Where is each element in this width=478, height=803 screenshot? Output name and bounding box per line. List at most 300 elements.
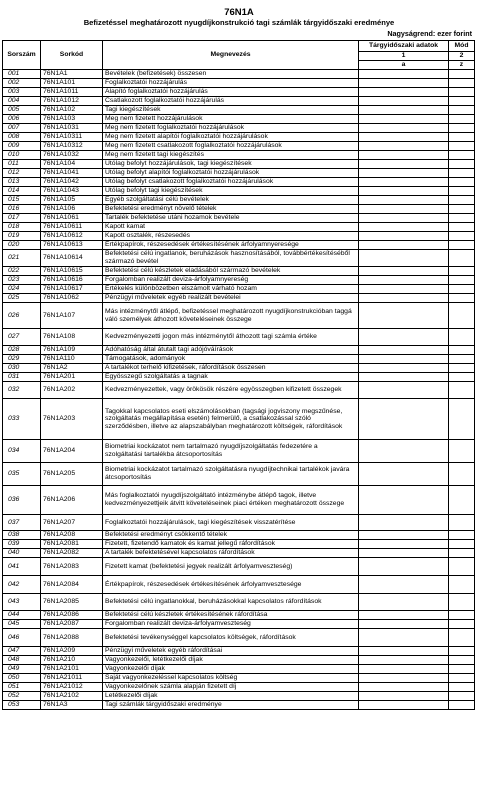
row-sorszam: 006	[3, 115, 41, 124]
row-sorszam: 046	[3, 629, 41, 647]
row-mod-cell	[449, 515, 475, 531]
table-row	[3, 205, 475, 214]
row-value-cell	[359, 187, 449, 196]
row-mod-cell	[449, 79, 475, 88]
row-sorszam: 048	[3, 656, 41, 665]
row-mod-cell	[449, 692, 475, 701]
row-mod-cell	[449, 106, 475, 115]
table-row	[3, 70, 475, 79]
row-sorkod: 76N1A2086	[41, 611, 103, 620]
row-mod-cell	[449, 214, 475, 223]
row-value-cell	[359, 647, 449, 656]
table-row	[3, 106, 475, 115]
table-row	[3, 382, 475, 399]
table-row	[3, 294, 475, 303]
row-megnevezes: Biometriai kockázatot tartalmazó szolgáltatásra nyugdíjtechnikai tartalékok javára átcsoportosítás	[103, 463, 359, 486]
row-sorszam: 040	[3, 549, 41, 558]
row-megnevezes: A tartalékot terhelő kifizetések, ráfordítások összesen	[103, 364, 359, 373]
row-megnevezes: Befektetési célú ingatlanokkal, beruházásokkal kapcsolatos ráfordítások	[103, 594, 359, 611]
row-value-cell	[359, 486, 449, 515]
row-megnevezes: Pénzügyi műveletek egyéb realizált bevételei	[103, 294, 359, 303]
row-sorkod: 76N1A10613	[41, 241, 103, 250]
row-mod-cell	[449, 205, 475, 214]
row-sorkod: 76N1A107	[41, 303, 103, 329]
row-value-cell	[359, 540, 449, 549]
row-sorszam: 025	[3, 294, 41, 303]
row-sorkod: 76N1A109	[41, 346, 103, 355]
row-sorkod: 76N1A2101	[41, 665, 103, 674]
row-mod-cell	[449, 355, 475, 364]
row-sorszam: 036	[3, 486, 41, 515]
row-megnevezes: Befektetési célú készletek eladásából származó bevételek	[103, 267, 359, 276]
row-value-cell	[359, 531, 449, 540]
row-value-cell	[359, 558, 449, 576]
row-mod-cell	[449, 701, 475, 710]
row-value-cell	[359, 440, 449, 463]
row-mod-cell	[449, 373, 475, 382]
row-mod-cell	[449, 285, 475, 294]
row-megnevezes: Értékpapírok, részesedések értékesítésének árfolyamvesztesége	[103, 576, 359, 594]
header-sorszam: Sorszám	[3, 41, 41, 70]
table-row	[3, 665, 475, 674]
row-sorszam: 022	[3, 267, 41, 276]
row-sorszam: 010	[3, 151, 41, 160]
table-row	[3, 329, 475, 346]
header-sorkod: Sorkód	[41, 41, 103, 70]
row-mod-cell	[449, 250, 475, 267]
row-sorkod: 76N1A106	[41, 205, 103, 214]
row-mod-cell	[449, 151, 475, 160]
row-mod-cell	[449, 399, 475, 440]
table-row	[3, 223, 475, 232]
row-value-cell	[359, 692, 449, 701]
row-value-cell	[359, 373, 449, 382]
row-megnevezes: Letétkezelői díjak	[103, 692, 359, 701]
row-mod-cell	[449, 382, 475, 399]
row-mod-cell	[449, 486, 475, 515]
row-mod-cell	[449, 133, 475, 142]
row-megnevezes: Alapító foglalkoztatói hozzájárulás	[103, 88, 359, 97]
row-sorszam: 042	[3, 576, 41, 594]
row-value-cell	[359, 364, 449, 373]
row-sorkod: 76N1A205	[41, 463, 103, 486]
row-mod-cell	[449, 558, 475, 576]
row-value-cell	[359, 267, 449, 276]
table-row	[3, 620, 475, 629]
row-mod-cell	[449, 267, 475, 276]
row-sorkod: 76N1A1043	[41, 187, 103, 196]
row-value-cell	[359, 382, 449, 399]
row-mod-cell	[449, 576, 475, 594]
row-mod-cell	[449, 294, 475, 303]
row-sorszam: 047	[3, 647, 41, 656]
row-value-cell	[359, 276, 449, 285]
table-row	[3, 160, 475, 169]
row-mod-cell	[449, 88, 475, 97]
row-value-cell	[359, 79, 449, 88]
row-sorkod: 76N1A2102	[41, 692, 103, 701]
row-sorkod: 76N1A2	[41, 364, 103, 373]
row-mod-cell	[449, 683, 475, 692]
row-megnevezes: Befektetési eredményt csökkentő tételek	[103, 531, 359, 540]
row-value-cell	[359, 88, 449, 97]
table-row	[3, 276, 475, 285]
row-mod-cell	[449, 115, 475, 124]
row-sorszam: 038	[3, 531, 41, 540]
row-megnevezes: Biometriai kockázatot nem tartalmazó nyugdíjszolgáltatás fedezetére a szolgáltatási tartalékba átcsoportosítás	[103, 440, 359, 463]
row-value-cell	[359, 196, 449, 205]
row-value-cell	[359, 620, 449, 629]
row-mod-cell	[449, 346, 475, 355]
row-megnevezes: Foglalkoztatói hozzájárulások, tagi kiegészítések visszatérítése	[103, 515, 359, 531]
row-value-cell	[359, 214, 449, 223]
row-sorkod: 76N1A103	[41, 115, 103, 124]
row-sorszam: 007	[3, 124, 41, 133]
table-row	[3, 531, 475, 540]
header-targyidoszaki: Tárgyidőszaki adatok	[359, 41, 449, 52]
table-row	[3, 232, 475, 241]
row-megnevezes: Saját vagyonkezeléssel kapcsolatos költség	[103, 674, 359, 683]
row-value-cell	[359, 303, 449, 329]
table-row	[3, 214, 475, 223]
row-sorszam: 031	[3, 373, 41, 382]
row-sorszam: 030	[3, 364, 41, 373]
row-value-cell	[359, 124, 449, 133]
row-sorkod: 76N1A2087	[41, 620, 103, 629]
row-value-cell	[359, 683, 449, 692]
table-row	[3, 576, 475, 594]
table-row	[3, 346, 475, 355]
table-row	[3, 594, 475, 611]
row-value-cell	[359, 515, 449, 531]
table-row	[3, 656, 475, 665]
row-sorkod: 76N1A1061	[41, 214, 103, 223]
row-value-cell	[359, 629, 449, 647]
row-megnevezes: Befektetési tevékenységgel kapcsolatos költségek, ráfordítások	[103, 629, 359, 647]
row-sorkod: 76N1A201	[41, 373, 103, 382]
row-value-cell	[359, 329, 449, 346]
row-value-cell	[359, 160, 449, 169]
row-megnevezes: Tartalék befektetése utáni hozamok bevétele	[103, 214, 359, 223]
table-row	[3, 178, 475, 187]
row-sorszam: 008	[3, 133, 41, 142]
row-sorszam: 003	[3, 88, 41, 97]
table-row	[3, 187, 475, 196]
header-col-letter-z: z	[449, 61, 475, 70]
table-row	[3, 303, 475, 329]
row-megnevezes: Értékpapírok, részesedések értékesítésének árfolyamnyeresége	[103, 241, 359, 250]
row-mod-cell	[449, 540, 475, 549]
row-megnevezes: Meg nem fizetett alapítói foglalkoztatói hozzájárulások	[103, 133, 359, 142]
row-sorkod: 76N1A204	[41, 440, 103, 463]
row-sorszam: 029	[3, 355, 41, 364]
row-sorkod: 76N1A209	[41, 647, 103, 656]
row-sorszam: 012	[3, 169, 41, 178]
row-sorszam: 020	[3, 241, 41, 250]
header-mod: Mód	[449, 41, 475, 52]
row-value-cell	[359, 355, 449, 364]
table-row	[3, 558, 475, 576]
row-megnevezes: Meg nem fizetett hozzájárulások	[103, 115, 359, 124]
row-mod-cell	[449, 241, 475, 250]
row-sorkod: 76N1A10617	[41, 285, 103, 294]
header-col-number-1: 1	[359, 52, 449, 61]
row-sorszam: 050	[3, 674, 41, 683]
row-sorkod: 76N1A10612	[41, 232, 103, 241]
row-value-cell	[359, 169, 449, 178]
row-value-cell	[359, 97, 449, 106]
row-sorszam: 045	[3, 620, 41, 629]
row-value-cell	[359, 151, 449, 160]
row-megnevezes: Bevételek (befizetések) összesen	[103, 70, 359, 79]
table-row	[3, 133, 475, 142]
row-megnevezes: Egyéb szolgáltatási célú bevételek	[103, 196, 359, 205]
row-value-cell	[359, 399, 449, 440]
row-sorszam: 049	[3, 665, 41, 674]
row-megnevezes: Más intézménytől átlépő, befizetéssel meghatározott nyugdíjkonstrukcióban taggá váló személyek áthozott követeléseinek összege	[103, 303, 359, 329]
row-megnevezes: Fizetett, fizetendő kamatok és kamat jellegű ráfordítások	[103, 540, 359, 549]
row-mod-cell	[449, 124, 475, 133]
row-value-cell	[359, 665, 449, 674]
row-mod-cell	[449, 70, 475, 79]
row-sorkod: 76N1A1041	[41, 169, 103, 178]
row-value-cell	[359, 701, 449, 710]
table-row	[3, 611, 475, 620]
row-mod-cell	[449, 364, 475, 373]
row-mod-cell	[449, 620, 475, 629]
row-sorszam: 033	[3, 399, 41, 440]
row-sorszam: 043	[3, 594, 41, 611]
report-code: 76N1A	[224, 7, 254, 18]
row-sorkod: 76N1A1012	[41, 97, 103, 106]
table-row	[3, 373, 475, 382]
row-sorkod: 76N1A2088	[41, 629, 103, 647]
row-megnevezes: Befektetési eredményt növelő tételek	[103, 205, 359, 214]
row-sorszam: 039	[3, 540, 41, 549]
row-mod-cell	[449, 440, 475, 463]
table-row	[3, 674, 475, 683]
row-sorkod: 76N1A1	[41, 70, 103, 79]
row-value-cell	[359, 115, 449, 124]
row-value-cell	[359, 142, 449, 151]
row-megnevezes: Más foglalkoztatói nyugdíjszolgáltató intézménybe átlépő tagok, illetve kedvezményezettjeik átvitt követeléseinek piaci értéken meghatározott összege	[103, 486, 359, 515]
row-megnevezes: Befektetési célú készletek értékesítésének ráfordítása	[103, 611, 359, 620]
table-body	[3, 70, 475, 710]
row-sorszam: 009	[3, 142, 41, 151]
row-megnevezes: Utólag befolyt alapítói foglalkoztatói hozzájárulások	[103, 169, 359, 178]
row-sorszam: 053	[3, 701, 41, 710]
row-sorkod: 76N1A1011	[41, 88, 103, 97]
header-col-letter-a: a	[359, 61, 449, 70]
row-megnevezes: Támogatások, adományok	[103, 355, 359, 364]
header-col-number-2: 2	[449, 52, 475, 61]
row-sorkod: 76N1A2081	[41, 540, 103, 549]
row-sorkod: 76N1A202	[41, 382, 103, 399]
row-value-cell	[359, 549, 449, 558]
row-sorszam: 037	[3, 515, 41, 531]
row-value-cell	[359, 241, 449, 250]
row-sorszam: 021	[3, 250, 41, 267]
table-row	[3, 241, 475, 250]
row-megnevezes: Kedvezményezetti jogon más intézménytől áthozott tagi számla értéke	[103, 329, 359, 346]
row-value-cell	[359, 133, 449, 142]
row-sorkod: 76N1A2085	[41, 594, 103, 611]
row-sorszam: 032	[3, 382, 41, 399]
row-sorkod: 76N1A110	[41, 355, 103, 364]
row-mod-cell	[449, 549, 475, 558]
row-sorszam: 035	[3, 463, 41, 486]
row-sorszam: 002	[3, 79, 41, 88]
row-mod-cell	[449, 196, 475, 205]
row-sorkod: 76N1A3	[41, 701, 103, 710]
row-megnevezes: Meg nem fizetett tagi kiegészítés	[103, 151, 359, 160]
row-megnevezes: Pénzügyi műveletek egyéb ráfordításai	[103, 647, 359, 656]
table-row	[3, 647, 475, 656]
row-sorkod: 76N1A2084	[41, 576, 103, 594]
row-value-cell	[359, 285, 449, 294]
table-row	[3, 486, 475, 515]
row-megnevezes: Értékelés különbözetben elszámolt várható hozam	[103, 285, 359, 294]
row-megnevezes: Meg nem fizetett foglalkoztatói hozzájárulások	[103, 124, 359, 133]
row-mod-cell	[449, 232, 475, 241]
row-sorkod: 76N1A21011	[41, 674, 103, 683]
table-row	[3, 683, 475, 692]
table-row	[3, 151, 475, 160]
row-sorkod: 76N1A108	[41, 329, 103, 346]
table-row	[3, 124, 475, 133]
row-value-cell	[359, 70, 449, 79]
row-mod-cell	[449, 223, 475, 232]
row-value-cell	[359, 576, 449, 594]
row-megnevezes: Forgalomban realizált deviza-árfolyamnyereség	[103, 276, 359, 285]
row-sorkod: 76N1A1042	[41, 178, 103, 187]
report-table	[2, 40, 475, 710]
row-mod-cell	[449, 97, 475, 106]
row-value-cell	[359, 178, 449, 187]
row-megnevezes: A tartalék befektetésével kapcsolatos ráfordítások	[103, 549, 359, 558]
row-value-cell	[359, 463, 449, 486]
row-megnevezes: Fizetett kamat (befektetési jegyek realizált árfolyamveszteség)	[103, 558, 359, 576]
row-sorszam: 027	[3, 329, 41, 346]
row-megnevezes: Utólag befolyt tagi kiegészítések	[103, 187, 359, 196]
row-megnevezes: Utólag befolyt csatlakozott foglalkoztatói hozzájárulások	[103, 178, 359, 187]
row-sorkod: 76N1A105	[41, 196, 103, 205]
row-sorszam: 034	[3, 440, 41, 463]
row-sorszam: 019	[3, 232, 41, 241]
table-row	[3, 79, 475, 88]
row-mod-cell	[449, 276, 475, 285]
table-row	[3, 88, 475, 97]
row-mod-cell	[449, 463, 475, 486]
row-sorkod: 76N1A10312	[41, 142, 103, 151]
table-row	[3, 267, 475, 276]
row-sorkod: 76N1A10614	[41, 250, 103, 267]
row-sorkod: 76N1A2083	[41, 558, 103, 576]
table-row	[3, 97, 475, 106]
row-sorkod: 76N1A203	[41, 399, 103, 440]
row-sorszam: 041	[3, 558, 41, 576]
row-sorszam: 024	[3, 285, 41, 294]
row-mod-cell	[449, 329, 475, 346]
row-sorkod: 76N1A1031	[41, 124, 103, 133]
row-sorkod: 76N1A104	[41, 160, 103, 169]
row-sorszam: 026	[3, 303, 41, 329]
row-sorszam: 004	[3, 97, 41, 106]
row-sorszam: 044	[3, 611, 41, 620]
table-row	[3, 364, 475, 373]
row-mod-cell	[449, 160, 475, 169]
row-sorszam: 001	[3, 70, 41, 79]
table-row	[3, 515, 475, 531]
row-mod-cell	[449, 665, 475, 674]
table-row	[3, 115, 475, 124]
row-sorkod: 76N1A1062	[41, 294, 103, 303]
row-megnevezes: Vagyonkezelői, letétkezelői díjak	[103, 656, 359, 665]
table-row	[3, 250, 475, 267]
row-value-cell	[359, 594, 449, 611]
row-sorkod: 76N1A207	[41, 515, 103, 531]
row-megnevezes: Kedvezményezettek, vagy örökösök részére egyösszegben kifizetett összegek	[103, 382, 359, 399]
table-row	[3, 355, 475, 364]
row-sorkod: 76N1A206	[41, 486, 103, 515]
row-sorszam: 028	[3, 346, 41, 355]
row-mod-cell	[449, 656, 475, 665]
header-megnevezes: Megnevezés	[103, 41, 359, 70]
table-row	[3, 540, 475, 549]
row-sorszam: 011	[3, 160, 41, 169]
row-sorszam: 052	[3, 692, 41, 701]
row-value-cell	[359, 223, 449, 232]
row-megnevezes: Csatlakozott foglalkoztatói hozzájárulás	[103, 97, 359, 106]
row-sorkod: 76N1A10311	[41, 133, 103, 142]
table-row	[3, 692, 475, 701]
row-value-cell	[359, 232, 449, 241]
unit-label: Nagyságrend: ezer forint	[387, 29, 472, 38]
row-megnevezes: Kapott kamat	[103, 223, 359, 232]
row-sorkod: 76N1A102	[41, 106, 103, 115]
row-megnevezes: Meg nem fizetett csatlakozott foglalkoztatói hozzájárulások	[103, 142, 359, 151]
row-sorszam: 016	[3, 205, 41, 214]
row-megnevezes: Forgalomban realizált deviza-árfolyamveszteség	[103, 620, 359, 629]
row-sorkod: 76N1A208	[41, 531, 103, 540]
table-row	[3, 285, 475, 294]
row-megnevezes: Egyösszegű szolgáltatás a tagnak	[103, 373, 359, 382]
row-sorszam: 051	[3, 683, 41, 692]
row-value-cell	[359, 205, 449, 214]
row-megnevezes: Kapott osztalék, részesedés	[103, 232, 359, 241]
row-mod-cell	[449, 647, 475, 656]
row-megnevezes: Tagi kiegészítések	[103, 106, 359, 115]
row-mod-cell	[449, 303, 475, 329]
row-mod-cell	[449, 187, 475, 196]
table-row	[3, 549, 475, 558]
row-value-cell	[359, 674, 449, 683]
row-value-cell	[359, 611, 449, 620]
row-sorszam: 005	[3, 106, 41, 115]
row-sorszam: 017	[3, 214, 41, 223]
row-sorszam: 014	[3, 187, 41, 196]
row-mod-cell	[449, 629, 475, 647]
row-mod-cell	[449, 178, 475, 187]
table-row	[3, 463, 475, 486]
row-sorszam: 018	[3, 223, 41, 232]
row-sorkod: 76N1A2082	[41, 549, 103, 558]
row-sorszam: 015	[3, 196, 41, 205]
row-sorkod: 76N1A1032	[41, 151, 103, 160]
row-megnevezes: Foglalkoztatói hozzájárulás	[103, 79, 359, 88]
row-sorkod: 76N1A10616	[41, 276, 103, 285]
row-sorkod: 76N1A101	[41, 79, 103, 88]
